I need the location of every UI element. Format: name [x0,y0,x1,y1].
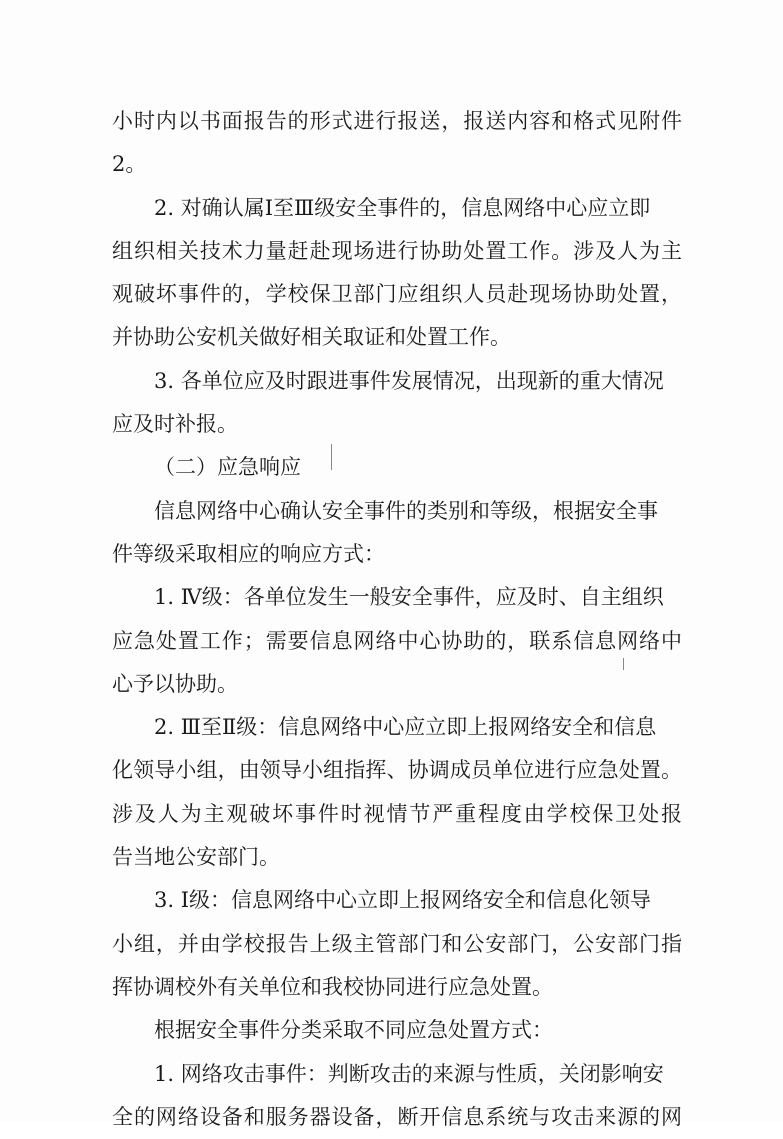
scan-mark [331,444,332,470]
paragraph-line: 告当地公安部门。 [112,845,280,870]
paragraph-line: 涉及人为主观破坏事件时视情节严重程度由学校保卫处报 [112,801,682,826]
paragraph-line: 2. Ⅲ至Ⅱ级：信息网络中心应立即上报网络安全和信息 [154,715,657,740]
paragraph-line: 1. 网络攻击事件：判断攻击的来源与性质，关闭影响安 [154,1061,664,1086]
paragraph-line: 根据安全事件分类采取不同应急处置方式： [154,1018,553,1043]
paragraph-line: 心予以协助。 [112,671,238,696]
paragraph-line: 全的网络设备和服务器设备，断开信息系统与攻击来源的网 [112,1104,682,1129]
paragraph-line: 并协助公安机关做好相关取证和处置工作。 [112,325,511,350]
paragraph-line: 化领导小组，由领导小组指挥、协调成员单位进行应急处置。 [112,758,682,783]
paragraph-line: 应急处置工作；需要信息网络中心协助的，联系信息网络中 [112,628,682,653]
document-body [112,100,682,1139]
paragraph-line: 2. 对确认属Ⅰ至Ⅲ级安全事件的，信息网络中心应立即 [154,195,651,220]
paragraph-line: 挥协调校外有关单位和我校协同进行应急处置。 [112,974,553,999]
paragraph-line: 应及时补报。 [112,412,238,437]
paragraph-line: 小时内以书面报告的形式进行报送，报送内容和格式见附件 [112,109,682,133]
paragraph-line: 小组，并由学校报告上级主管部门和公安部门，公安部门指 [112,931,682,956]
paragraph-line: 3. 各单位应及时跟进事件发展情况，出现新的重大情况 [154,368,664,393]
scan-mark [623,658,624,670]
paragraph-line: 观破坏事件的，学校保卫部门应组织人员赴现场协助处置， [112,282,682,307]
paragraph-line: 3. Ⅰ级：信息网络中心立即上报网络安全和信息化领导 [154,888,652,913]
paragraph-line: 2。 [112,152,147,177]
section-heading: （二）应急响应 [154,455,301,480]
paragraph-line: 组织相关技术力量赶赴现场进行协助处置工作。涉及人为主 [112,238,682,263]
paragraph-line: 信息网络中心确认安全事件的类别和等级，根据安全事 [154,498,658,523]
paragraph-line: 件等级采取相应的响应方式： [112,541,385,566]
paragraph-line: 1. Ⅳ级：各单位发生一般安全事件，应及时、自主组织 [154,585,664,610]
